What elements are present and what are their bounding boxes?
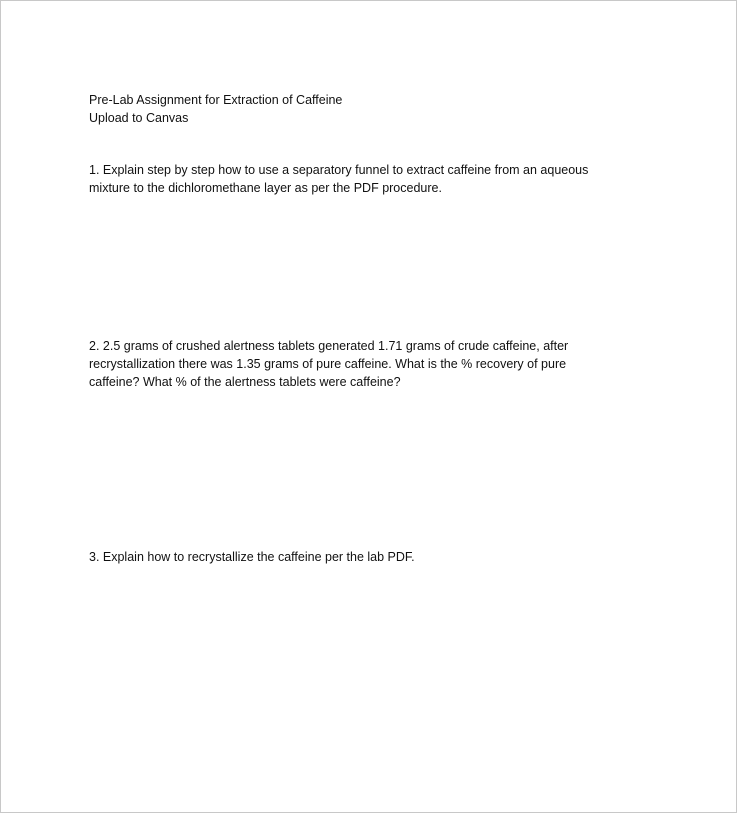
document-title: Pre-Lab Assignment for Extraction of Caffeine xyxy=(89,93,343,107)
document-header xyxy=(89,91,629,127)
document-subtitle: Upload to Canvas xyxy=(89,111,189,125)
question-text-line: caffeine? What % of the alertness tablets were caffeine? xyxy=(89,375,401,389)
question-1 xyxy=(89,161,629,197)
question-3 xyxy=(89,548,629,566)
question-text-line: mixture to the dichloromethane layer as per the PDF procedure. xyxy=(89,181,442,195)
question-text-line: 1. Explain step by step how to use a separatory funnel to extract caffeine from an aqueous xyxy=(89,163,589,177)
question-2 xyxy=(89,337,629,391)
question-text-line: 2. 2.5 grams of crushed alertness tablets generated 1.71 grams of crude caffeine, after xyxy=(89,339,569,353)
question-text-line: recrystallization there was 1.35 grams of pure caffeine. What is the % recovery of pure xyxy=(89,357,567,371)
question-text-line: 3. Explain how to recrystallize the caffeine per the lab PDF. xyxy=(89,550,415,564)
